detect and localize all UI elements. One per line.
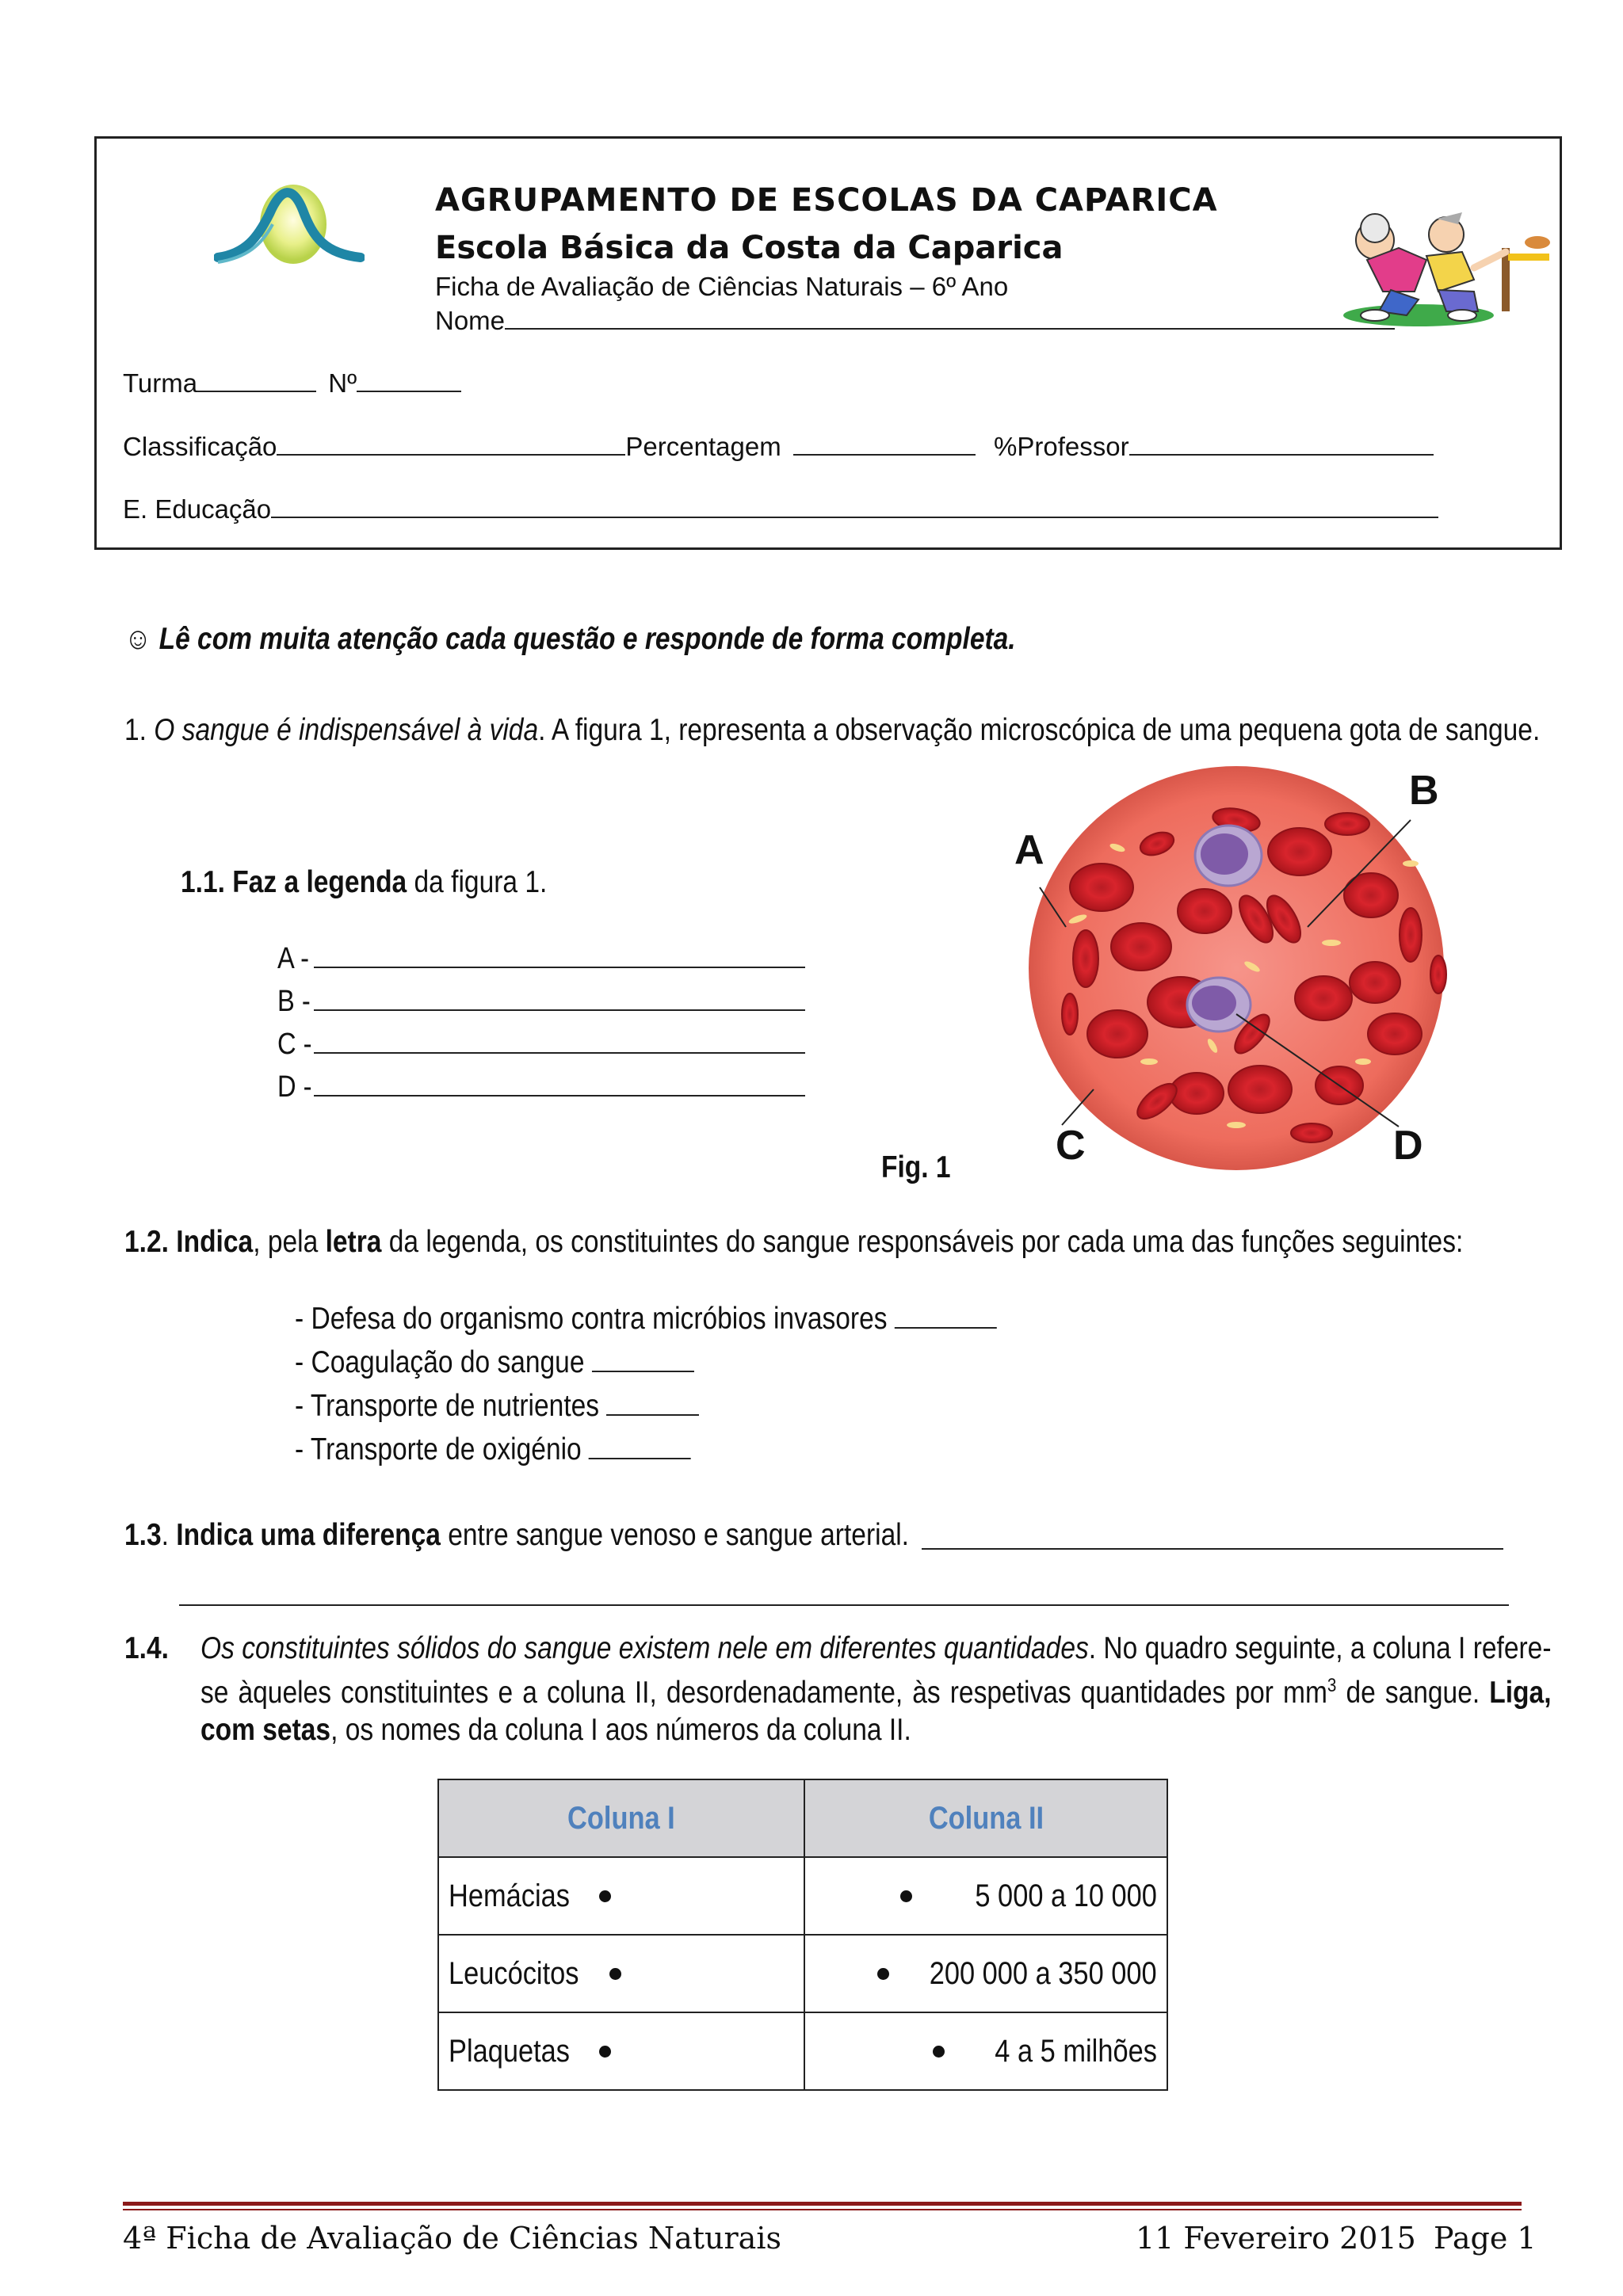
- exercise-clipart: [1343, 204, 1553, 327]
- figure-letter-d: D: [1393, 1123, 1423, 1169]
- classificacao-row[interactable]: [123, 430, 1434, 462]
- figure-letter-b: B: [1409, 768, 1439, 814]
- function-item[interactable]: - Transporte de nutrientes: [295, 1384, 997, 1428]
- matching-table: [437, 1779, 1168, 2091]
- function-item[interactable]: - Coagulação do sangue: [295, 1341, 997, 1384]
- q1-lead: O sangue é indispensável à vida: [154, 713, 539, 747]
- q1-4-lead: Os constituintes sólidos do sangue existem nele em diferentes quantidades: [200, 1631, 1089, 1665]
- turma-label: Turma: [123, 368, 198, 398]
- table-row: Hemácias 5 000 a 10 000: [438, 1857, 1167, 1935]
- connector-dot[interactable]: [599, 1890, 611, 1902]
- connector-dot[interactable]: [609, 1968, 621, 1980]
- instruction-line: [124, 620, 1016, 658]
- footer-date: 11 Fevereiro 2015: [1136, 2221, 1416, 2256]
- connector-dot[interactable]: [900, 1890, 912, 1902]
- q1-1-text: da figura 1.: [407, 865, 548, 899]
- turma-field[interactable]: [123, 367, 461, 399]
- question-1-1: [181, 864, 547, 901]
- figure-letter-c: C: [1056, 1123, 1086, 1169]
- percentagem-label: Percentagem: [625, 432, 781, 461]
- professor-label: %Professor: [994, 432, 1129, 461]
- answer-line-1-3a[interactable]: [922, 1548, 1503, 1550]
- q1-4-number: 1.4.: [124, 1631, 169, 1665]
- school-group: AGRUPAMENTO DE ESCOLAS DA CAPARICA: [435, 182, 1218, 219]
- nome-label: Nome: [435, 306, 506, 335]
- nome-field[interactable]: [435, 304, 1395, 336]
- legend-answers: [277, 937, 805, 1108]
- educacao-field[interactable]: [123, 493, 1438, 524]
- footer-page: Page 1: [1434, 2221, 1537, 2256]
- table-row: Plaquetas 4 a 5 milhões: [438, 2012, 1167, 2090]
- legend-line-d[interactable]: D -: [277, 1066, 805, 1108]
- q1-text: . A figura 1, representa a observação microscópica de uma pequena gota de sangue.: [538, 713, 1541, 747]
- worksheet-title: Ficha de Avaliação de Ciências Naturais – 6º Ano: [435, 272, 1009, 301]
- question-1-3: 1.3. Indica uma diferença entre sangue venoso e sangue arterial.: [124, 1518, 910, 1552]
- question-1-2: 1.2. Indica, pela letra da legenda, os constituintes do sangue responsáveis por cada uma das funções seguintes:: [124, 1225, 1464, 1259]
- column-ii-header: Coluna II: [804, 1779, 1167, 1857]
- school-logo: [214, 178, 365, 281]
- numero-label: Nº: [328, 368, 357, 398]
- connector-dot[interactable]: [933, 2046, 945, 2058]
- footer-rule: [123, 2202, 1522, 2206]
- smiley-icon: ☺: [124, 622, 152, 656]
- question-1: 1. O sangue é indispensável à vida. A figura 1, representa a observação microscópica de uma pequena gota de sangue.: [124, 713, 1541, 747]
- footer-title: 4ª Ficha de Avaliação de Ciências Naturais: [123, 2221, 781, 2256]
- column-i-header: Coluna I: [438, 1779, 804, 1857]
- q1-1-number: 1.1. Faz a legenda: [181, 865, 407, 899]
- legend-line-a[interactable]: A -: [277, 937, 805, 980]
- connector-dot[interactable]: [877, 1968, 889, 1980]
- classificacao-label: Classificação: [123, 432, 277, 461]
- educacao-label: E. Educação: [123, 494, 272, 524]
- q1-2-text: da legenda, os constituintes do sangue responsáveis por cada uma das funções seguintes:: [381, 1225, 1464, 1259]
- figure-caption: Fig. 1: [881, 1150, 951, 1184]
- table-row: Leucócitos 200 000 a 350 000: [438, 1935, 1167, 2012]
- school-name: Escola Básica da Costa da Caparica: [435, 230, 1064, 266]
- q1-2-number: 1.2. Indica: [124, 1225, 254, 1259]
- answer-line-1-3b[interactable]: [179, 1604, 1509, 1606]
- function-item[interactable]: - Transporte de oxigénio: [295, 1428, 997, 1471]
- q1-number: 1: [124, 713, 139, 747]
- question-1-4: Os constituintes sólidos do sangue existem nele em diferentes quantidades. No quadro seguinte, a coluna I refere-se àqueles constituintes e a coluna II, desordenadamente, às respetivas quantidades por $mm^3$ de sangue. Liga, com setas, os nomes da coluna I aos números da coluna II.: [200, 1631, 1552, 1747]
- figure-letter-a: A: [1014, 827, 1044, 873]
- connector-dot[interactable]: [599, 2046, 611, 2058]
- instruction-text: Lê com muita atenção cada questão e responde de forma completa.: [158, 622, 1016, 656]
- functions-list: [295, 1297, 1111, 1471]
- blood-cells-figure: [999, 761, 1490, 1173]
- footer-rule-thin: [123, 2209, 1522, 2210]
- function-item[interactable]: - Defesa do organismo contra micróbios invasores: [295, 1297, 997, 1341]
- legend-line-c[interactable]: C -: [277, 1023, 805, 1066]
- legend-line-b[interactable]: B -: [277, 980, 805, 1023]
